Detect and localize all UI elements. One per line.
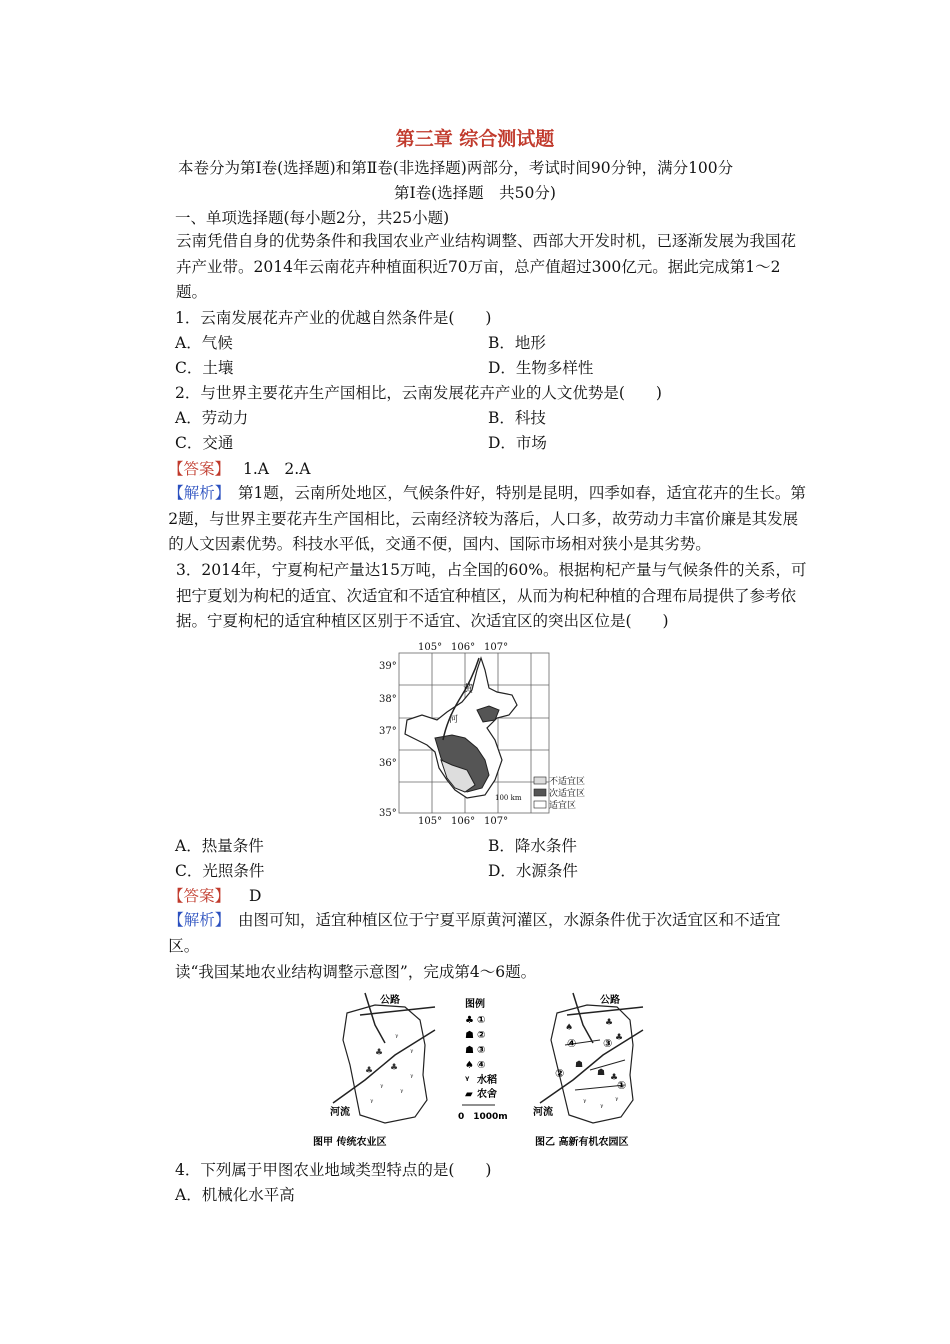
svg-text:ᵞ: ᵞ [370, 1098, 374, 1108]
part-heading: 第Ⅰ卷(选择题 共50分) [394, 184, 556, 202]
svg-text:☗: ☗ [465, 1030, 474, 1041]
q4-stem: 4．下列属于甲图农业地域类型特点的是( ) [175, 1161, 492, 1179]
passage-2: 读“我国某地农业结构调整示意图”，完成第4～6题。 [175, 963, 537, 981]
lat-2: 38° [379, 694, 397, 705]
svg-text:♣: ♣ [605, 1018, 614, 1028]
mark-4: ④ [567, 1037, 577, 1050]
q1-option-b: B．地形 [488, 334, 546, 352]
page-title: 第三章 综合测试题 [395, 128, 555, 150]
q3-option-c: C．光照条件 [175, 862, 265, 880]
explain-3 [145, 908, 810, 959]
q2-option-a: A．劳动力 [175, 409, 249, 427]
q2-stem: 2．与世界主要花卉生产国相比，云南发展花卉产业的人文优势是( ) [175, 384, 662, 402]
legend-scale: 0 1000m [458, 1112, 508, 1122]
ningxia-map [377, 640, 602, 825]
legend-title: 图例 [465, 999, 485, 1010]
svg-text:♣: ♣ [610, 1073, 619, 1083]
svg-text:☗: ☗ [597, 1068, 606, 1078]
caption-a: 图甲 传统农业区 [313, 1137, 387, 1148]
q1-option-d: D．生物多样性 [488, 359, 594, 377]
lon-bottom-1: 105° [418, 816, 443, 827]
svg-text:ᵞ: ᵞ [410, 1048, 414, 1058]
lon-bottom-2: 106° [451, 816, 476, 827]
river-label-1: 黄 [463, 684, 473, 695]
answer-label: 【答案】 [168, 887, 231, 905]
answer-value: 1.A 2.A [242, 460, 311, 478]
svg-text:ᵞ: ᵞ [465, 1075, 470, 1086]
answer-3 [168, 886, 261, 906]
svg-text:▰: ▰ [465, 1089, 473, 1100]
river-label-b: 河流 [533, 1107, 553, 1118]
map-b [533, 993, 643, 1148]
svg-text:ᵞ: ᵞ [395, 1033, 399, 1043]
explain-label: 【解析】 [168, 484, 223, 502]
lon-top-3: 107° [484, 642, 509, 653]
svg-text:ᵞ: ᵞ [410, 1073, 414, 1083]
legend-semi-suitable: 次适宜区 [549, 789, 586, 799]
road-label-a: 公路 [380, 995, 400, 1006]
map-legend [534, 775, 585, 811]
q3-option-a: A．热量条件 [175, 837, 264, 855]
svg-text:♣: ♣ [615, 1033, 624, 1043]
section-heading: 一、单项选择题(每小题2分，共25小题) [175, 209, 450, 227]
map-a [313, 993, 435, 1148]
explain-label: 【解析】 [168, 911, 223, 929]
svg-text:ᵞ: ᵞ [583, 1098, 587, 1108]
answer-value: D [248, 887, 262, 905]
svg-text:♣: ♣ [365, 1066, 374, 1076]
road-label-b: 公路 [600, 995, 620, 1006]
svg-text:♣: ♣ [390, 1063, 399, 1073]
svg-text:♠: ♠ [465, 1060, 474, 1071]
q3-stem-block [145, 558, 810, 635]
agriculture-map [313, 985, 665, 1148]
lon-bottom-3: 107° [484, 816, 509, 827]
lat-1: 39° [379, 661, 397, 672]
passage-1-text: 云南凭借自身的优势条件和我国农业产业结构调整、西部大开发时机，已逐渐发展为我国花卉产业带。2014年云南花卉种植面积近70万亩，总产值超过300亿元。据此完成第1～2题。 [176, 232, 797, 301]
svg-text:ᵞ: ᵞ [615, 1096, 619, 1106]
q3-stem: 3．2014年，宁夏枸杞产量达15万吨，占全国的60%。根据枸杞产量与气候条件的关系，可把宁夏划为枸杞的适宜、次适宜和不适宜种植区，从而为枸杞种植的合理布局提供了参考依据。宁夏枸杞的适宜种植区区别于不适宜、次适宜区的突出区位是( ) [176, 561, 807, 630]
q1-stem: 1．云南发展花卉产业的优越自然条件是( ) [175, 309, 492, 327]
q1-option-c: C．土壤 [175, 359, 234, 377]
legend-4: ④ [477, 1060, 486, 1071]
answer-label: 【答案】 [168, 460, 231, 478]
svg-text:☗: ☗ [575, 1060, 584, 1070]
lon-top-2: 106° [451, 642, 476, 653]
svg-text:♠: ♠ [565, 1023, 574, 1033]
legend-2: ② [477, 1030, 486, 1041]
legend-unsuitable: 不适宜区 [549, 777, 586, 787]
legend-3: ③ [477, 1045, 486, 1056]
explain-1 [145, 481, 810, 558]
mark-3: ③ [603, 1037, 613, 1050]
map-legend-2 [458, 997, 508, 1122]
q3-option-b: B．降水条件 [488, 837, 577, 855]
legend-farmhouse: 农舍 [477, 1089, 497, 1100]
lat-4: 36° [379, 758, 397, 769]
intro-text: 本卷分为第Ⅰ卷(选择题)和第Ⅱ卷(非选择题)两部分，考试时间90分钟，满分100分 [178, 159, 734, 177]
lat-3: 37° [379, 726, 397, 737]
q4-option-a: A．机械化水平高 [175, 1186, 295, 1204]
legend-1: ① [477, 1015, 486, 1026]
q2-option-b: B．科技 [488, 409, 546, 427]
caption-b: 图乙 高新有机农园区 [535, 1137, 629, 1148]
q1-option-a: A．气候 [175, 334, 233, 352]
passage-1 [145, 229, 810, 306]
svg-text:♣: ♣ [465, 1015, 474, 1026]
q2-option-c: C．交通 [175, 434, 234, 452]
legend-rice: 水稻 [477, 1075, 497, 1086]
explain-text: 由图可知，适宜种植区位于宁夏平原黄河灌区，水源条件优于次适宜区和不适宜区。 [168, 911, 781, 955]
river-label-2: 河 [449, 715, 459, 725]
map-scale: 100 km [495, 794, 522, 802]
svg-text:☗: ☗ [465, 1045, 474, 1056]
explain-text: 第1题，云南所处地区，气候条件好，特别是昆明，四季如春，适宜花卉的生长。第2题，与世界主要花卉生产国相比，云南经济较为落后，人口多，故劳动力丰富价廉是其发展的人文因素优势。科技水平低，交通不便，国内、国际市场相对狭小是其劣势。 [168, 484, 806, 553]
lat-5: 35° [379, 808, 397, 819]
svg-text:ᵞ: ᵞ [400, 1088, 404, 1098]
svg-text:ᵞ: ᵞ [600, 1103, 604, 1113]
mark-2: ② [555, 1067, 565, 1080]
svg-text:♣: ♣ [375, 1048, 384, 1058]
river-label-a: 河流 [330, 1107, 350, 1118]
mark-1: ① [617, 1079, 627, 1092]
q2-option-d: D．市场 [488, 434, 547, 452]
legend-suitable: 适宜区 [549, 801, 577, 811]
lon-top-1: 105° [418, 642, 443, 653]
svg-text:ᵞ: ᵞ [380, 1083, 384, 1093]
q3-option-d: D．水源条件 [488, 862, 578, 880]
answer-1 [168, 459, 310, 479]
